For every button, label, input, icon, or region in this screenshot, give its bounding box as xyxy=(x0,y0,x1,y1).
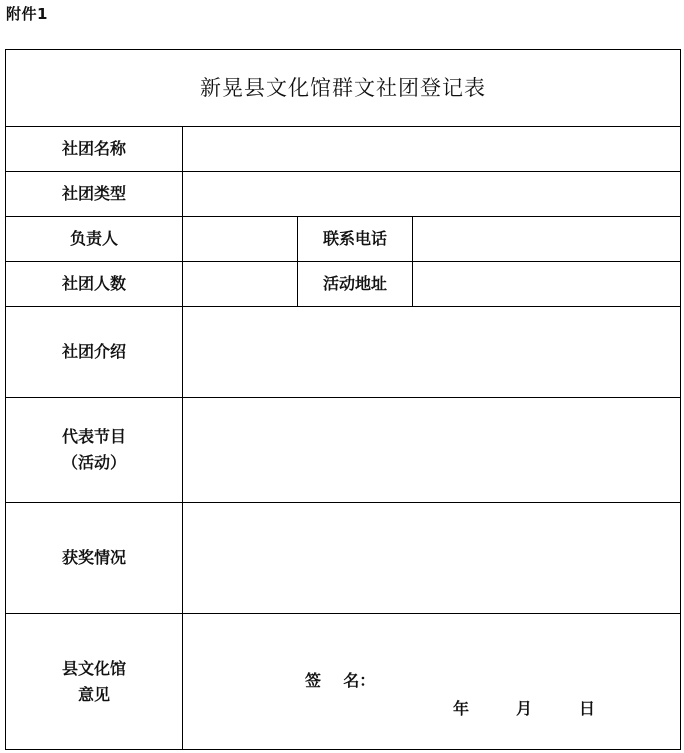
representative-program-field[interactable] xyxy=(183,398,681,503)
county-museum-opinion-label xyxy=(6,614,183,750)
club-type-label: 社团类型 xyxy=(6,172,183,217)
member-count-label: 社团人数 xyxy=(6,262,183,307)
county-museum-opinion-field[interactable] xyxy=(183,614,681,750)
contact-phone-field[interactable] xyxy=(413,217,681,262)
club-name-field[interactable] xyxy=(183,127,681,172)
activity-address-label: 活动地址 xyxy=(298,262,413,307)
club-intro-label: 社团介绍 xyxy=(6,307,183,398)
signature-label: 签 名： xyxy=(305,671,376,690)
representative-program-label xyxy=(6,398,183,503)
activity-address-field[interactable] xyxy=(413,262,681,307)
attachment-label: 附件1 xyxy=(6,5,48,23)
member-count-field[interactable] xyxy=(183,262,298,307)
leader-field[interactable] xyxy=(183,217,298,262)
club-name-label: 社团名称 xyxy=(6,127,183,172)
program-label-line1: 代表节目 xyxy=(61,427,126,446)
registration-form-table xyxy=(5,49,681,750)
month-label: 月 xyxy=(516,699,533,718)
leader-label: 负责人 xyxy=(6,217,183,262)
program-label-line2: （活动） xyxy=(61,453,126,472)
club-intro-field[interactable] xyxy=(183,307,681,398)
club-type-field[interactable] xyxy=(183,172,681,217)
opinion-label-line2: 意见 xyxy=(77,684,110,704)
awards-label: 获奖情况 xyxy=(6,503,183,614)
form-title: 新晃县文化馆群文社团登记表 xyxy=(6,50,681,127)
opinion-label-line1: 县文化馆 xyxy=(61,658,126,678)
day-label: 日 xyxy=(579,699,596,718)
awards-field[interactable] xyxy=(183,503,681,614)
year-label: 年 xyxy=(453,699,470,718)
contact-phone-label: 联系电话 xyxy=(298,217,413,262)
